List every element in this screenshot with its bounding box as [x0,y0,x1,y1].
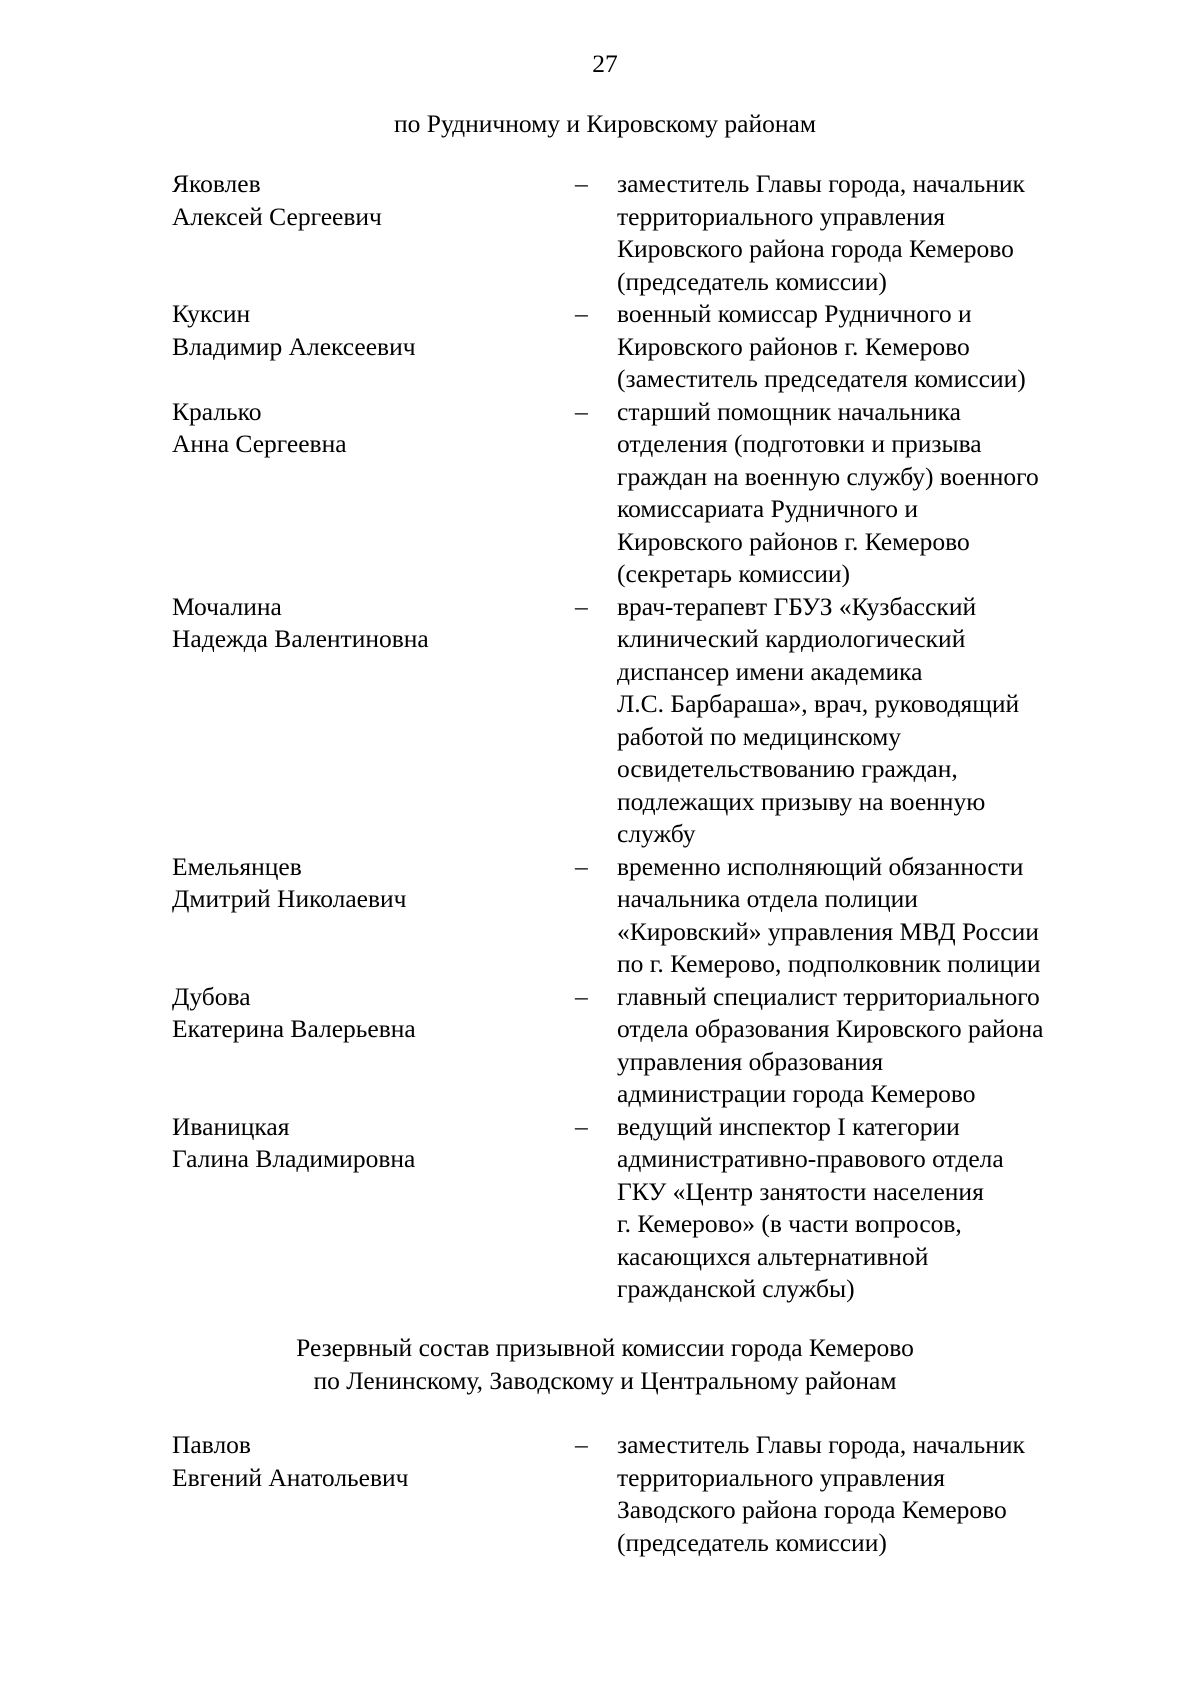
member-dash: – [575,169,588,198]
member-role-line: освидетельствованию граждан, [617,754,958,783]
member-role-line: военный комиссар Рудничного и [617,299,972,328]
member-role-line: касающихся альтернативной [617,1241,929,1271]
member-dash: – [575,299,588,328]
member-entry [172,168,1102,298]
member-given-names: Евгений Анатольевич [172,1462,409,1492]
member-surname: Дубова [172,981,251,1011]
member-name [172,851,575,981]
member-entry [172,298,1102,396]
member-given-names: Дмитрий Николаевич [172,884,407,913]
member-role-line: Кировского районов г. Кемерово [617,331,970,361]
member-dash: – [575,1430,588,1459]
member-role-line: «Кировский» управления МВД России [617,916,1039,946]
member-given-names: Екатерина Валерьевна [172,1014,416,1043]
member-role-line: заместитель Главы города, начальник [617,169,1025,198]
member-role-line: административно-правового отдела [617,1144,1004,1173]
member-surname: Иваницкая [172,1111,290,1141]
member-surname: Куксин [172,299,251,328]
member-dash: – [575,591,588,621]
member-role [617,981,1102,1111]
member-role-line: временно исполняющий обязанности [617,851,1024,881]
member-role-line: старший помощник начальника [617,396,961,426]
member-given-names: Надежда Валентиновна [172,624,429,653]
member-entry [172,851,1102,981]
member-role-line: граждан на военную службу) военного [617,461,1039,491]
member-role [617,396,1102,591]
member-name [172,981,575,1111]
member-name [172,1429,575,1559]
member-dash: – [575,851,588,881]
heading-line: по Ленинскому, Заводскому и Центральному районам [313,1365,897,1395]
member-role-line: службу [617,819,696,848]
member-role [617,591,1102,851]
member-entry [172,1429,1102,1559]
member-role-line: заместитель Главы города, начальник [617,1430,1025,1459]
member-entry [172,591,1102,851]
member-given-names: Анна Сергеевна [172,429,347,458]
member-name [172,591,575,851]
member-dash: – [575,396,588,426]
heading-line: по Рудничному и Кировскому районам [394,109,816,138]
member-role-line: администрации города Кемерово [617,1079,976,1108]
member-name [172,1111,575,1306]
section-heading-reserve-composition [0,1332,1200,1397]
member-dash: – [575,1111,588,1141]
member-given-names: Владимир Алексеевич [172,331,416,361]
member-given-names: Алексей Сергеевич [172,201,382,231]
member-role [617,168,1102,298]
member-role-line: Л.С. Барбараша», врач, руководящий [617,689,1020,718]
member-name [172,298,575,396]
member-role-line: управления образования [617,1046,884,1076]
member-role-line: отделения (подготовки и призыва [617,429,982,458]
member-role-line: г. Кемерово» (в части вопросов, [617,1209,962,1238]
member-role-line: территориального управления [617,201,946,231]
member-surname: Емельянцев [172,851,302,881]
member-name [172,168,575,298]
member-role-line: (председатель комиссии) [617,1527,887,1557]
member-surname: Кралько [172,396,262,426]
member-role-line: Кировского районов г. Кемерово [617,526,970,556]
member-surname: Павлов [172,1430,251,1459]
member-role-line: по г. Кемерово, подполковник полиции [617,949,1041,978]
member-role-line: ГКУ «Центр занятости населения [617,1176,984,1206]
member-role-line: комиссариата Рудничного и [617,494,919,523]
member-list-rudnichny-kirovsky [172,168,1102,1306]
member-given-names: Галина Владимировна [172,1144,416,1173]
member-role-line: (секретарь комиссии) [617,559,850,588]
member-entry [172,981,1102,1111]
member-role-line: территориального управления [617,1462,946,1492]
member-role-line: подлежащих призыву на военную [617,786,986,816]
member-role-line: (заместитель председателя комиссии) [617,364,1026,393]
member-role [617,298,1102,396]
member-role [617,1429,1102,1559]
member-role-line: главный специалист территориального [617,981,1040,1011]
member-role-line: клинический кардиологический [617,624,966,653]
member-surname: Яковлев [172,169,261,198]
member-surname: Мочалина [172,591,282,621]
member-role-line: работой по медицинскому [617,721,902,751]
member-dash: – [575,981,588,1011]
page-number: 27 [592,49,618,78]
member-list-reserve [172,1429,1102,1559]
member-role-line: Кировского района города Кемерово [617,234,1014,263]
member-entry [172,1111,1102,1306]
member-role [617,851,1102,981]
member-role-line: (председатель комиссии) [617,266,887,296]
member-entry [172,396,1102,591]
member-role-line: гражданской службы) [617,1274,855,1303]
member-role-line: Заводского района города Кемерово [617,1495,1007,1524]
member-role [617,1111,1102,1306]
section-heading-rudnichny-kirovsky [0,108,1200,141]
heading-line: Резервный состав призывной комиссии города Кемерово [296,1333,914,1362]
member-role-line: ведущий инспектор I категории [617,1111,960,1141]
member-name [172,396,575,591]
member-role-line: начальника отдела полиции [617,884,918,913]
member-role-line: диспансер имени академика [617,656,923,686]
member-role-line: отдела образования Кировского района [617,1014,1044,1043]
member-role-line: врач-терапевт ГБУЗ «Кузбасский [617,591,977,621]
